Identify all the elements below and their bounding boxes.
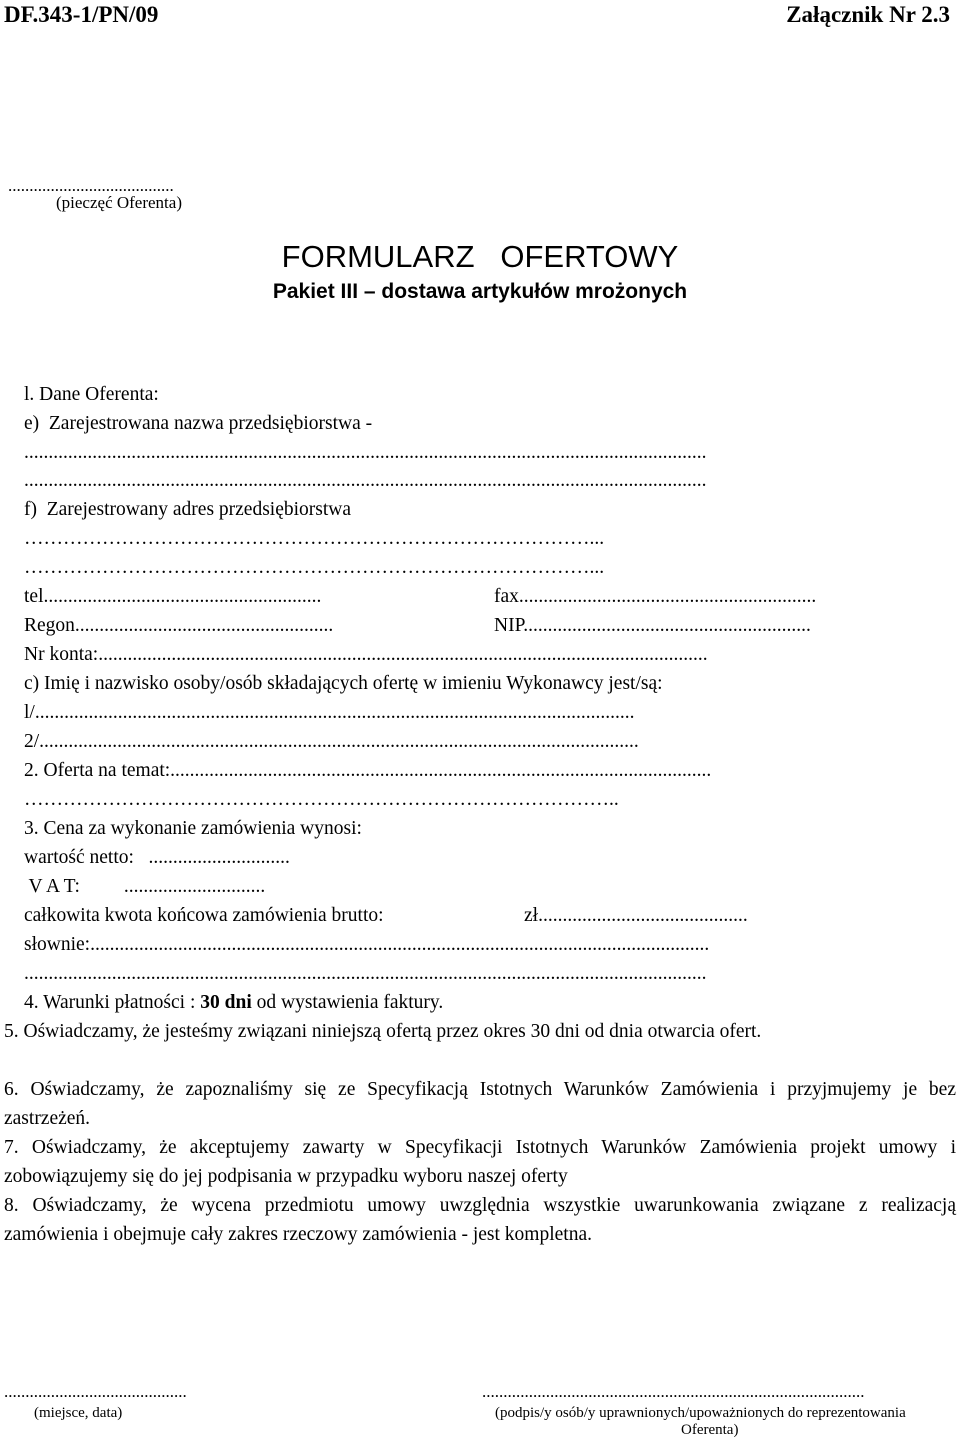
document-reference: DF.343-1/PN/09 [4,2,159,27]
form-subtitle: Pakiet III – dostawa artykułów mrożonych [272,280,688,303]
offer-subject-field-2[interactable]: ……………………………………………………………………………….. [24,789,619,810]
statement-5: 5. Oświadczamy, że jesteśmy związani niniejszą ofertą przez okres 30 dni od dnia otwarcia ofert. [4,1021,762,1042]
section-3-heading: 3. Cena za wykonanie zamówienia wynosi: [24,818,362,839]
statement-7: 7. Oświadczamy, że akceptujemy zawarty w Specyfikacji Istotnych Warunków Zamówienia projekt umowy i zobowiązujemy się do jej podpisania w przypadku wyboru naszej oferty [4,1137,956,1187]
amount-in-words-field-2[interactable]: ............................................................................................................................................ [24,963,707,984]
payment-terms-days: 30 dni [200,992,252,1013]
form-title: FORMULARZ OFERTOWY [281,239,679,274]
gross-total-field[interactable]: zł........................................... [524,905,748,926]
section-1-heading: l. Dane Oferenta: [24,384,159,405]
place-date-caption: (miejsce, data) [34,1405,123,1421]
company-name-label: e) Zarejestrowana nazwa przedsiębiorstwa - [24,413,373,434]
signature-line[interactable]: .......................................................................................... [482,1382,865,1401]
payment-terms [24,988,443,1017]
representative-2-field[interactable]: 2/........................................................................................................................... [24,731,639,752]
company-address-field-2[interactable]: ……………………………………………………………………………... [24,557,605,578]
company-address-label: f) Zarejestrowany adres przedsiębiorstwa [24,499,352,520]
representatives-label: c) Imię i nazwisko osoby/osób składających ofertę w imieniu Wykonawcy jest/są: [24,673,663,694]
stamp-line: ....................................... [8,176,174,195]
company-name-field[interactable]: ............................................................................................................................................ [24,442,707,463]
signature-caption-2: Oferenta) [681,1422,739,1438]
company-address-field[interactable]: ……………………………………………………………………………... [24,528,605,549]
payment-terms-prefix: 4. Warunki płatności : [24,992,201,1013]
statement-8: 8. Oświadczamy, że wycena przedmiotu umowy uwzględnia wszystkie uwarunkowania związane z realizacją zamówienia i obejmuje cały zakres rzeczowy zamówienia - jest kompletna. [4,1195,956,1245]
statement-6: 6. Oświadczamy, że zapoznaliśmy się ze Specyfikacją Istotnych Warunków Zamówienia i przyjmujemy je bez zastrzeżeń. [4,1079,956,1129]
tel-field[interactable]: tel......................................................... [24,586,322,607]
account-number-field[interactable]: Nr konta:............................................................................................................................. [24,644,708,665]
net-value-field[interactable]: wartość netto: ............................. [24,847,290,868]
amount-in-words-field[interactable]: słownie:............................................................................................................................... [24,934,710,955]
attachment-number: Załącznik Nr 2.3 [786,2,950,27]
representative-1-field[interactable]: l/........................................................................................................................... [24,702,635,723]
nip-field[interactable]: NIP........................................................... [494,615,811,636]
signature-caption: (podpis/y osób/y uprawnionych/upoważnionych do reprezentowania [495,1405,906,1421]
offer-subject-field[interactable]: 2. Oferta na temat:............................................................................................................... [24,760,712,781]
payment-terms-suffix: od wystawienia faktury. [251,992,444,1013]
fax-field[interactable]: fax............................................................. [494,586,817,607]
stamp-caption: (pieczęć Oferenta) [56,193,182,212]
regon-field[interactable]: Regon..................................................... [24,615,334,636]
vat-field[interactable]: V A T: ............................. [24,876,266,897]
place-date-line[interactable]: ........................................... [4,1382,187,1401]
gross-total-label: całkowita kwota końcowa zamówienia brutto: [24,905,384,926]
company-name-field-2[interactable]: ............................................................................................................................................ [24,470,707,491]
